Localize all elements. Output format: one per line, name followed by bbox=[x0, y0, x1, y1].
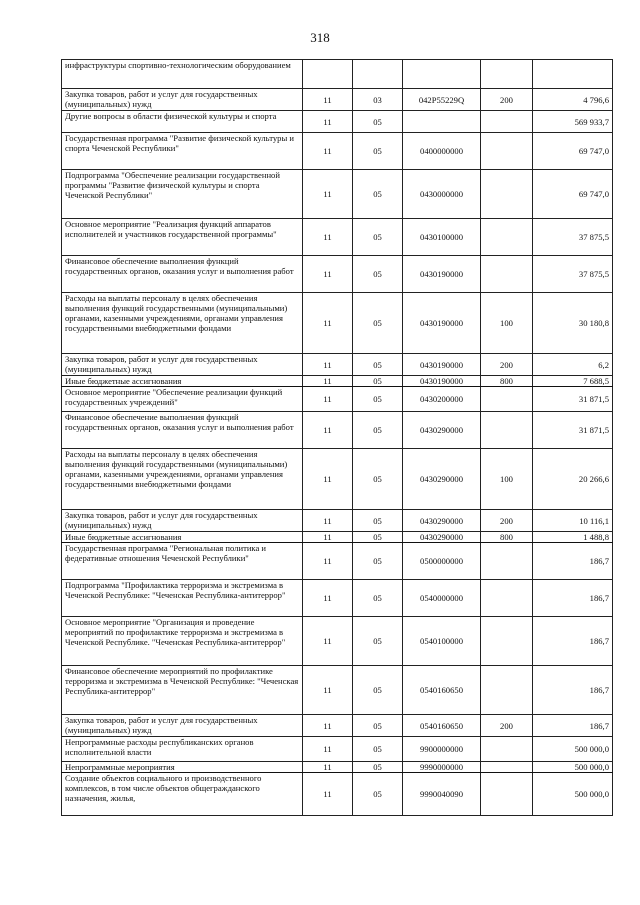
row-target-article: 0430290000 bbox=[403, 449, 481, 510]
row-name: Закупка товаров, работ и услуг для государственных (муниципальных) нужд bbox=[62, 715, 303, 737]
row-expense-type bbox=[481, 170, 533, 219]
row-section: 11 bbox=[303, 376, 353, 387]
row-subsection: 05 bbox=[353, 543, 403, 580]
row-amount: 69 747,0 bbox=[533, 170, 613, 219]
row-target-article: 0500000000 bbox=[403, 543, 481, 580]
table-row bbox=[62, 737, 613, 762]
row-name: Финансовое обеспечение выполнения функций государственных органов, оказания услуг и выполнения работ bbox=[62, 412, 303, 449]
row-name: Непрограммные расходы республиканских органов исполнительной власти bbox=[62, 737, 303, 762]
page-number: 318 bbox=[310, 30, 330, 45]
row-section: 11 bbox=[303, 354, 353, 376]
row-target-article: 0430290000 bbox=[403, 412, 481, 449]
row-amount: 186,7 bbox=[533, 580, 613, 617]
row-target-article: 042P55229Q bbox=[403, 89, 481, 111]
row-subsection: 05 bbox=[353, 510, 403, 532]
row-name: Государственная программа "Развитие физической культуры и спорта Чеченской Республики" bbox=[62, 133, 303, 170]
row-section: 11 bbox=[303, 617, 353, 666]
row-amount: 10 116,1 bbox=[533, 510, 613, 532]
table-row bbox=[62, 510, 613, 532]
row-subsection: 05 bbox=[353, 737, 403, 762]
row-target-article: 0430190000 bbox=[403, 354, 481, 376]
row-amount: 37 875,5 bbox=[533, 219, 613, 256]
row-expense-type: 200 bbox=[481, 715, 533, 737]
row-amount: 500 000,0 bbox=[533, 773, 613, 816]
row-name: Непрограммные мероприятия bbox=[62, 762, 303, 773]
row-subsection bbox=[353, 60, 403, 89]
row-section bbox=[303, 60, 353, 89]
table-row bbox=[62, 60, 613, 89]
row-amount: 500 000,0 bbox=[533, 737, 613, 762]
row-expense-type bbox=[481, 773, 533, 816]
row-amount: 37 875,5 bbox=[533, 256, 613, 293]
row-section: 11 bbox=[303, 666, 353, 715]
row-section: 11 bbox=[303, 387, 353, 412]
row-subsection: 05 bbox=[353, 580, 403, 617]
row-target-article bbox=[403, 60, 481, 89]
row-subsection: 05 bbox=[353, 170, 403, 219]
row-section: 11 bbox=[303, 89, 353, 111]
row-expense-type: 800 bbox=[481, 376, 533, 387]
row-amount bbox=[533, 60, 613, 89]
row-expense-type bbox=[481, 543, 533, 580]
row-target-article: 0430290000 bbox=[403, 532, 481, 543]
row-name: Основное мероприятие "Организация и проведение мероприятий по профилактике терроризма и экстремизма в Чеченской Республике. "Чеченская Республика-антитеррор" bbox=[62, 617, 303, 666]
row-subsection: 05 bbox=[353, 387, 403, 412]
row-target-article: 0540160650 bbox=[403, 715, 481, 737]
row-target-article: 0430000000 bbox=[403, 170, 481, 219]
table-row bbox=[62, 376, 613, 387]
row-section: 11 bbox=[303, 773, 353, 816]
row-amount: 7 688,5 bbox=[533, 376, 613, 387]
row-subsection: 03 bbox=[353, 89, 403, 111]
row-name: Расходы на выплаты персоналу в целях обеспечения выполнения функций государственными (муниципальными) органами, казенными учреждениями, органами управления государственными внебюджетными фондами bbox=[62, 293, 303, 354]
budget-table bbox=[61, 59, 613, 816]
row-target-article: 0430190000 bbox=[403, 376, 481, 387]
row-target-article: 0540160650 bbox=[403, 666, 481, 715]
row-amount: 4 796,6 bbox=[533, 89, 613, 111]
row-expense-type bbox=[481, 762, 533, 773]
row-name: Иные бюджетные ассигнования bbox=[62, 376, 303, 387]
table-row bbox=[62, 449, 613, 510]
row-amount: 186,7 bbox=[533, 666, 613, 715]
table-row bbox=[62, 89, 613, 111]
row-expense-type bbox=[481, 387, 533, 412]
row-amount: 20 266,6 bbox=[533, 449, 613, 510]
row-name: инфраструктуры спортивно-технологическим оборудованием bbox=[62, 60, 303, 89]
table-row bbox=[62, 666, 613, 715]
row-amount: 31 871,5 bbox=[533, 387, 613, 412]
row-subsection: 05 bbox=[353, 762, 403, 773]
row-section: 11 bbox=[303, 543, 353, 580]
row-subsection: 05 bbox=[353, 133, 403, 170]
row-subsection: 05 bbox=[353, 293, 403, 354]
row-amount: 1 488,8 bbox=[533, 532, 613, 543]
row-target-article: 0540100000 bbox=[403, 617, 481, 666]
row-target-article: 9990040090 bbox=[403, 773, 481, 816]
table-row bbox=[62, 387, 613, 412]
row-subsection: 05 bbox=[353, 666, 403, 715]
row-expense-type bbox=[481, 133, 533, 170]
table-row bbox=[62, 580, 613, 617]
row-amount: 30 180,8 bbox=[533, 293, 613, 354]
row-subsection: 05 bbox=[353, 376, 403, 387]
row-subsection: 05 bbox=[353, 532, 403, 543]
row-target-article: 9990000000 bbox=[403, 762, 481, 773]
table-row bbox=[62, 715, 613, 737]
table-row bbox=[62, 773, 613, 816]
row-name: Другие вопросы в области физической культуры и спорта bbox=[62, 111, 303, 133]
row-expense-type: 200 bbox=[481, 510, 533, 532]
row-name: Подпрограмма "Профилактика терроризма и экстремизма в Чеченской Республике: "Чеченская Республика-антитеррор" bbox=[62, 580, 303, 617]
row-subsection: 05 bbox=[353, 354, 403, 376]
table-row bbox=[62, 617, 613, 666]
row-section: 11 bbox=[303, 762, 353, 773]
row-section: 11 bbox=[303, 510, 353, 532]
row-amount: 31 871,5 bbox=[533, 412, 613, 449]
row-expense-type: 100 bbox=[481, 449, 533, 510]
row-target-article: 0430200000 bbox=[403, 387, 481, 412]
row-section: 11 bbox=[303, 532, 353, 543]
row-name: Подпрограмма "Обеспечение реализации государственной программы "Развитие физической культуры и спорта Чеченской Республики" bbox=[62, 170, 303, 219]
row-section: 11 bbox=[303, 256, 353, 293]
row-subsection: 05 bbox=[353, 715, 403, 737]
row-target-article: 0430190000 bbox=[403, 293, 481, 354]
row-expense-type: 100 bbox=[481, 293, 533, 354]
row-amount: 186,7 bbox=[533, 715, 613, 737]
row-name: Государственная программа "Региональная политика и федеративные отношения Чеченской Республики" bbox=[62, 543, 303, 580]
row-expense-type bbox=[481, 617, 533, 666]
row-expense-type: 200 bbox=[481, 89, 533, 111]
table-row bbox=[62, 111, 613, 133]
row-section: 11 bbox=[303, 170, 353, 219]
row-section: 11 bbox=[303, 219, 353, 256]
row-amount: 186,7 bbox=[533, 617, 613, 666]
row-section: 11 bbox=[303, 111, 353, 133]
table-row bbox=[62, 412, 613, 449]
table-row bbox=[62, 256, 613, 293]
table-row bbox=[62, 354, 613, 376]
row-amount: 569 933,7 bbox=[533, 111, 613, 133]
table-row bbox=[62, 170, 613, 219]
row-amount: 6,2 bbox=[533, 354, 613, 376]
row-name: Финансовое обеспечение мероприятий по профилактике терроризма и экстремизма в Чеченской Республике: "Чеченская Республика-антитеррор" bbox=[62, 666, 303, 715]
row-name: Закупка товаров, работ и услуг для государственных (муниципальных) нужд bbox=[62, 89, 303, 111]
row-target-article: 0540000000 bbox=[403, 580, 481, 617]
row-subsection: 05 bbox=[353, 412, 403, 449]
row-name: Иные бюджетные ассигнования bbox=[62, 532, 303, 543]
row-subsection: 05 bbox=[353, 773, 403, 816]
row-expense-type bbox=[481, 737, 533, 762]
row-amount: 69 747,0 bbox=[533, 133, 613, 170]
row-target-article: 0430290000 bbox=[403, 510, 481, 532]
row-expense-type bbox=[481, 219, 533, 256]
row-subsection: 05 bbox=[353, 256, 403, 293]
row-section: 11 bbox=[303, 449, 353, 510]
table-row bbox=[62, 543, 613, 580]
row-expense-type bbox=[481, 666, 533, 715]
row-name: Закупка товаров, работ и услуг для государственных (муниципальных) нужд bbox=[62, 354, 303, 376]
row-target-article: 0430190000 bbox=[403, 256, 481, 293]
row-subsection: 05 bbox=[353, 617, 403, 666]
row-target-article: 0430100000 bbox=[403, 219, 481, 256]
row-target-article bbox=[403, 111, 481, 133]
budget-table-body bbox=[62, 60, 613, 816]
row-name: Основное мероприятие "Обеспечение реализации функций государственных учреждений" bbox=[62, 387, 303, 412]
table-row bbox=[62, 133, 613, 170]
row-target-article: 9900000000 bbox=[403, 737, 481, 762]
row-section: 11 bbox=[303, 580, 353, 617]
table-row bbox=[62, 532, 613, 543]
table-row bbox=[62, 762, 613, 773]
row-amount: 186,7 bbox=[533, 543, 613, 580]
row-name: Создание объектов социального и производственного комплексов, в том числе объектов общегражданского назначения, жилья, bbox=[62, 773, 303, 816]
row-subsection: 05 bbox=[353, 219, 403, 256]
row-expense-type: 800 bbox=[481, 532, 533, 543]
row-expense-type bbox=[481, 111, 533, 133]
table-row bbox=[62, 219, 613, 256]
row-amount: 500 000,0 bbox=[533, 762, 613, 773]
row-name: Расходы на выплаты персоналу в целях обеспечения выполнения функций государственными (муниципальными) органами, казенными учреждениями, органами управления государственными внебюджетными фондами bbox=[62, 449, 303, 510]
row-name: Основное мероприятие "Реализация функций аппаратов исполнителей и участников государственной программы" bbox=[62, 219, 303, 256]
row-section: 11 bbox=[303, 293, 353, 354]
row-expense-type: 200 bbox=[481, 354, 533, 376]
row-target-article: 0400000000 bbox=[403, 133, 481, 170]
table-row bbox=[62, 293, 613, 354]
row-section: 11 bbox=[303, 133, 353, 170]
row-name: Финансовое обеспечение выполнения функций государственных органов, оказания услуг и выполнения работ bbox=[62, 256, 303, 293]
row-section: 11 bbox=[303, 412, 353, 449]
row-subsection: 05 bbox=[353, 111, 403, 133]
row-expense-type bbox=[481, 60, 533, 89]
row-expense-type bbox=[481, 412, 533, 449]
row-name: Закупка товаров, работ и услуг для государственных (муниципальных) нужд bbox=[62, 510, 303, 532]
row-expense-type bbox=[481, 580, 533, 617]
row-expense-type bbox=[481, 256, 533, 293]
row-subsection: 05 bbox=[353, 449, 403, 510]
row-section: 11 bbox=[303, 737, 353, 762]
row-section: 11 bbox=[303, 715, 353, 737]
